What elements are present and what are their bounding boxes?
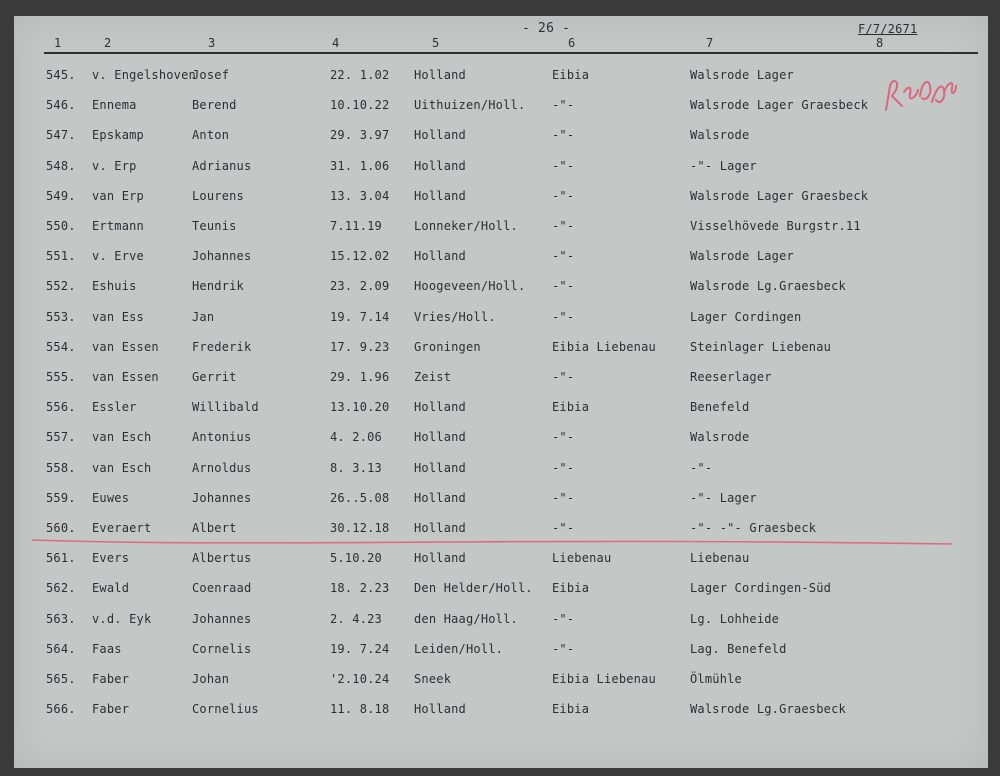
employer: Eibia xyxy=(552,702,590,717)
birth-place: Holland xyxy=(414,249,466,264)
first-name: Cornelius xyxy=(192,702,259,717)
header-rule xyxy=(44,52,978,54)
birth-place: Uithuizen/Holl. xyxy=(414,98,526,113)
column-header-1: 1 xyxy=(54,36,62,50)
birth-place: Holland xyxy=(414,158,466,173)
surname: Essler xyxy=(92,400,137,415)
birth-date: 17. 9.23 xyxy=(330,339,390,354)
first-name: Berend xyxy=(192,98,237,113)
first-name: Albertus xyxy=(192,551,252,566)
employer: -"- xyxy=(552,279,575,294)
page-number: - 26 - xyxy=(522,21,571,36)
birth-date: '2.10.24 xyxy=(330,672,390,686)
table-row xyxy=(0,98,1000,122)
employer: -"- xyxy=(552,460,575,475)
table-row xyxy=(0,340,1000,364)
camp-location: Reeserlager xyxy=(690,370,772,384)
row-number: 545. xyxy=(46,68,76,82)
employer: Eibia Liebenau xyxy=(552,339,656,354)
row-number: 566. xyxy=(46,702,76,717)
first-name: Willibald xyxy=(192,400,259,415)
surname: Evers xyxy=(92,551,130,566)
surname: van Esch xyxy=(92,430,152,445)
camp-location: -"- -"- Graesbeck xyxy=(690,521,817,535)
first-name: Johannes xyxy=(192,611,252,626)
employer: -"- xyxy=(552,98,575,113)
first-name: Gerrit xyxy=(192,370,237,384)
surname: v. Erve xyxy=(92,249,144,264)
employer: -"- xyxy=(552,641,575,656)
camp-location: Walsrode Lg.Graesbeck xyxy=(690,279,846,294)
table-row xyxy=(0,642,1000,666)
birth-date: 13.10.20 xyxy=(330,400,390,415)
birth-place: den Haag/Holl. xyxy=(414,611,518,626)
first-name: Johannes xyxy=(192,249,252,264)
row-number: 550. xyxy=(46,219,76,233)
table-row xyxy=(0,551,1000,575)
camp-location: Lager Cordingen xyxy=(690,309,802,324)
surname: Faber xyxy=(92,672,130,686)
table-row xyxy=(0,68,1000,92)
table-row xyxy=(0,461,1000,485)
column-header-8: 8 xyxy=(876,36,884,50)
camp-location: Lager Cordingen-Süd xyxy=(690,581,832,596)
surname: Faber xyxy=(92,702,130,717)
birth-place: Leiden/Holl. xyxy=(414,641,504,656)
surname: v.d. Eyk xyxy=(92,611,152,626)
camp-location: Walsrode xyxy=(690,430,750,445)
employer: Eibia xyxy=(552,581,590,596)
camp-location: Ölmühle xyxy=(690,672,742,686)
red-pencil-handwritten-mark xyxy=(882,72,958,116)
first-name: Frederik xyxy=(192,339,252,354)
surname: Ertmann xyxy=(92,219,144,233)
column-header-2: 2 xyxy=(104,36,112,50)
birth-place: Holland xyxy=(414,400,466,415)
row-number: 554. xyxy=(46,339,76,354)
birth-date: 4. 2.06 xyxy=(330,430,382,445)
birth-place: Zeist xyxy=(414,370,452,384)
row-number: 562. xyxy=(46,581,76,596)
row-number: 551. xyxy=(46,249,76,264)
employer: -"- xyxy=(552,430,575,445)
table-row xyxy=(0,189,1000,213)
table-row xyxy=(0,491,1000,515)
surname: Ewald xyxy=(92,581,130,596)
birth-date: 23. 2.09 xyxy=(330,279,390,294)
surname: van Essen xyxy=(92,339,159,354)
surname: Ennema xyxy=(92,98,137,113)
table-row xyxy=(0,672,1000,696)
birth-place: Groningen xyxy=(414,339,481,354)
column-header-6: 6 xyxy=(568,36,576,50)
camp-location: Liebenau xyxy=(690,551,750,566)
birth-date: 18. 2.23 xyxy=(330,581,390,596)
birth-date: 8. 3.13 xyxy=(330,460,382,475)
surname: van Essen xyxy=(92,370,159,384)
row-number: 559. xyxy=(46,490,76,505)
first-name: Anton xyxy=(192,128,230,143)
first-name: Albert xyxy=(192,521,237,535)
surname: v. Engelshoven xyxy=(92,68,196,82)
camp-location: Walsrode Lg.Graesbeck xyxy=(690,702,846,717)
row-number: 547. xyxy=(46,128,76,143)
row-number: 563. xyxy=(46,611,76,626)
employer: Eibia Liebenau xyxy=(552,672,656,686)
red-pencil-underline xyxy=(32,538,952,546)
birth-date: 31. 1.06 xyxy=(330,158,390,173)
employer: -"- xyxy=(552,370,575,384)
camp-location: Walsrode Lager Graesbeck xyxy=(690,98,869,113)
first-name: Johan xyxy=(192,672,230,686)
surname: van Esch xyxy=(92,460,152,475)
row-number: 556. xyxy=(46,400,76,415)
birth-date: 26..5.08 xyxy=(330,490,390,505)
file-reference: F/7/2671 xyxy=(858,22,918,36)
first-name: Jan xyxy=(192,309,215,324)
row-number: 555. xyxy=(46,370,76,384)
table-row xyxy=(0,219,1000,243)
employer: -"- xyxy=(552,128,575,143)
camp-location: -"- Lager xyxy=(690,490,757,505)
surname: van Erp xyxy=(92,188,144,203)
camp-location: Steinlager Liebenau xyxy=(690,339,832,354)
first-name: Hendrik xyxy=(192,279,244,294)
column-header-5: 5 xyxy=(432,36,440,50)
camp-location: Walsrode Lager Graesbeck xyxy=(690,188,869,203)
camp-location: Walsrode Lager xyxy=(690,249,794,264)
camp-location: -"- Lager xyxy=(690,158,757,173)
table-row xyxy=(0,370,1000,394)
birth-place: Holland xyxy=(414,128,466,143)
surname: Faas xyxy=(92,641,122,656)
row-number: 560. xyxy=(46,521,76,535)
table-row xyxy=(0,310,1000,334)
row-number: 548. xyxy=(46,158,76,173)
first-name: Coenraad xyxy=(192,581,252,596)
first-name: Adrianus xyxy=(192,158,252,173)
birth-date: 2. 4.23 xyxy=(330,611,382,626)
surname: Eshuis xyxy=(92,279,137,294)
birth-date: 15.12.02 xyxy=(330,249,390,264)
first-name: Arnoldus xyxy=(192,460,252,475)
birth-place: Sneek xyxy=(414,672,452,686)
table-row xyxy=(0,128,1000,152)
birth-place: Holland xyxy=(414,702,466,717)
birth-place: Holland xyxy=(414,521,466,535)
employer: -"- xyxy=(552,219,575,233)
birth-place: Holland xyxy=(414,430,466,445)
camp-location: Walsrode xyxy=(690,128,750,143)
table-row xyxy=(0,279,1000,303)
birth-place: Den Helder/Holl. xyxy=(414,581,533,596)
birth-date: 7.11.19 xyxy=(330,219,382,233)
birth-place: Vries/Holl. xyxy=(414,309,496,324)
row-number: 565. xyxy=(46,672,76,686)
birth-place: Hoogeveen/Holl. xyxy=(414,279,526,294)
birth-date: 5.10.20 xyxy=(330,551,382,566)
birth-date: 29. 3.97 xyxy=(330,128,390,143)
column-header-3: 3 xyxy=(208,36,216,50)
employer: Eibia xyxy=(552,400,590,415)
birth-date: 22. 1.02 xyxy=(330,68,390,82)
row-number: 557. xyxy=(46,430,76,445)
employer: -"- xyxy=(552,188,575,203)
first-name: Antonius xyxy=(192,430,252,445)
camp-location: Walsrode Lager xyxy=(690,68,794,82)
row-number: 552. xyxy=(46,279,76,294)
employer: -"- xyxy=(552,309,575,324)
column-header-4: 4 xyxy=(332,36,340,50)
employer: Liebenau xyxy=(552,551,612,566)
employer: -"- xyxy=(552,490,575,505)
column-header-7: 7 xyxy=(706,36,714,50)
surname: Euwes xyxy=(92,490,130,505)
birth-place: Holland xyxy=(414,460,466,475)
first-name: Lourens xyxy=(192,188,244,203)
surname: v. Erp xyxy=(92,158,137,173)
birth-date: 19. 7.14 xyxy=(330,309,390,324)
surname: Everaert xyxy=(92,521,152,535)
row-number: 561. xyxy=(46,551,76,566)
row-number: 564. xyxy=(46,641,76,656)
first-name: Cornelis xyxy=(192,641,252,656)
employer: -"- xyxy=(552,611,575,626)
camp-location: Lg. Lohheide xyxy=(690,611,780,626)
camp-location: -"- xyxy=(690,460,713,475)
employer: -"- xyxy=(552,521,575,535)
birth-date: 19. 7.24 xyxy=(330,641,390,656)
table-row xyxy=(0,612,1000,636)
birth-place: Holland xyxy=(414,490,466,505)
row-number: 558. xyxy=(46,460,76,475)
birth-date: 29. 1.96 xyxy=(330,370,390,384)
surname: van Ess xyxy=(92,309,144,324)
first-name: Josef xyxy=(192,68,230,82)
table-row xyxy=(0,249,1000,273)
birth-date: 30.12.18 xyxy=(330,521,390,535)
birth-place: Holland xyxy=(414,68,466,82)
surname: Epskamp xyxy=(92,128,144,143)
first-name: Teunis xyxy=(192,219,237,233)
employer: -"- xyxy=(552,158,575,173)
birth-date: 10.10.22 xyxy=(330,98,390,113)
row-number: 549. xyxy=(46,188,76,203)
table-row xyxy=(0,400,1000,424)
birth-place: Holland xyxy=(414,551,466,566)
table-row xyxy=(0,702,1000,726)
table-row xyxy=(0,430,1000,454)
birth-place: Holland xyxy=(414,188,466,203)
birth-date: 13. 3.04 xyxy=(330,188,390,203)
camp-location: Benefeld xyxy=(690,400,750,415)
employer: Eibia xyxy=(552,68,590,82)
first-name: Johannes xyxy=(192,490,252,505)
employer: -"- xyxy=(552,249,575,264)
row-number: 553. xyxy=(46,309,76,324)
birth-date: 11. 8.18 xyxy=(330,702,390,717)
row-number: 546. xyxy=(46,98,76,113)
table-row xyxy=(0,581,1000,605)
camp-location: Visselhövede Burgstr.11 xyxy=(690,219,861,233)
table-row xyxy=(0,159,1000,183)
birth-place: Lonneker/Holl. xyxy=(414,219,518,233)
camp-location: Lag. Benefeld xyxy=(690,641,787,656)
